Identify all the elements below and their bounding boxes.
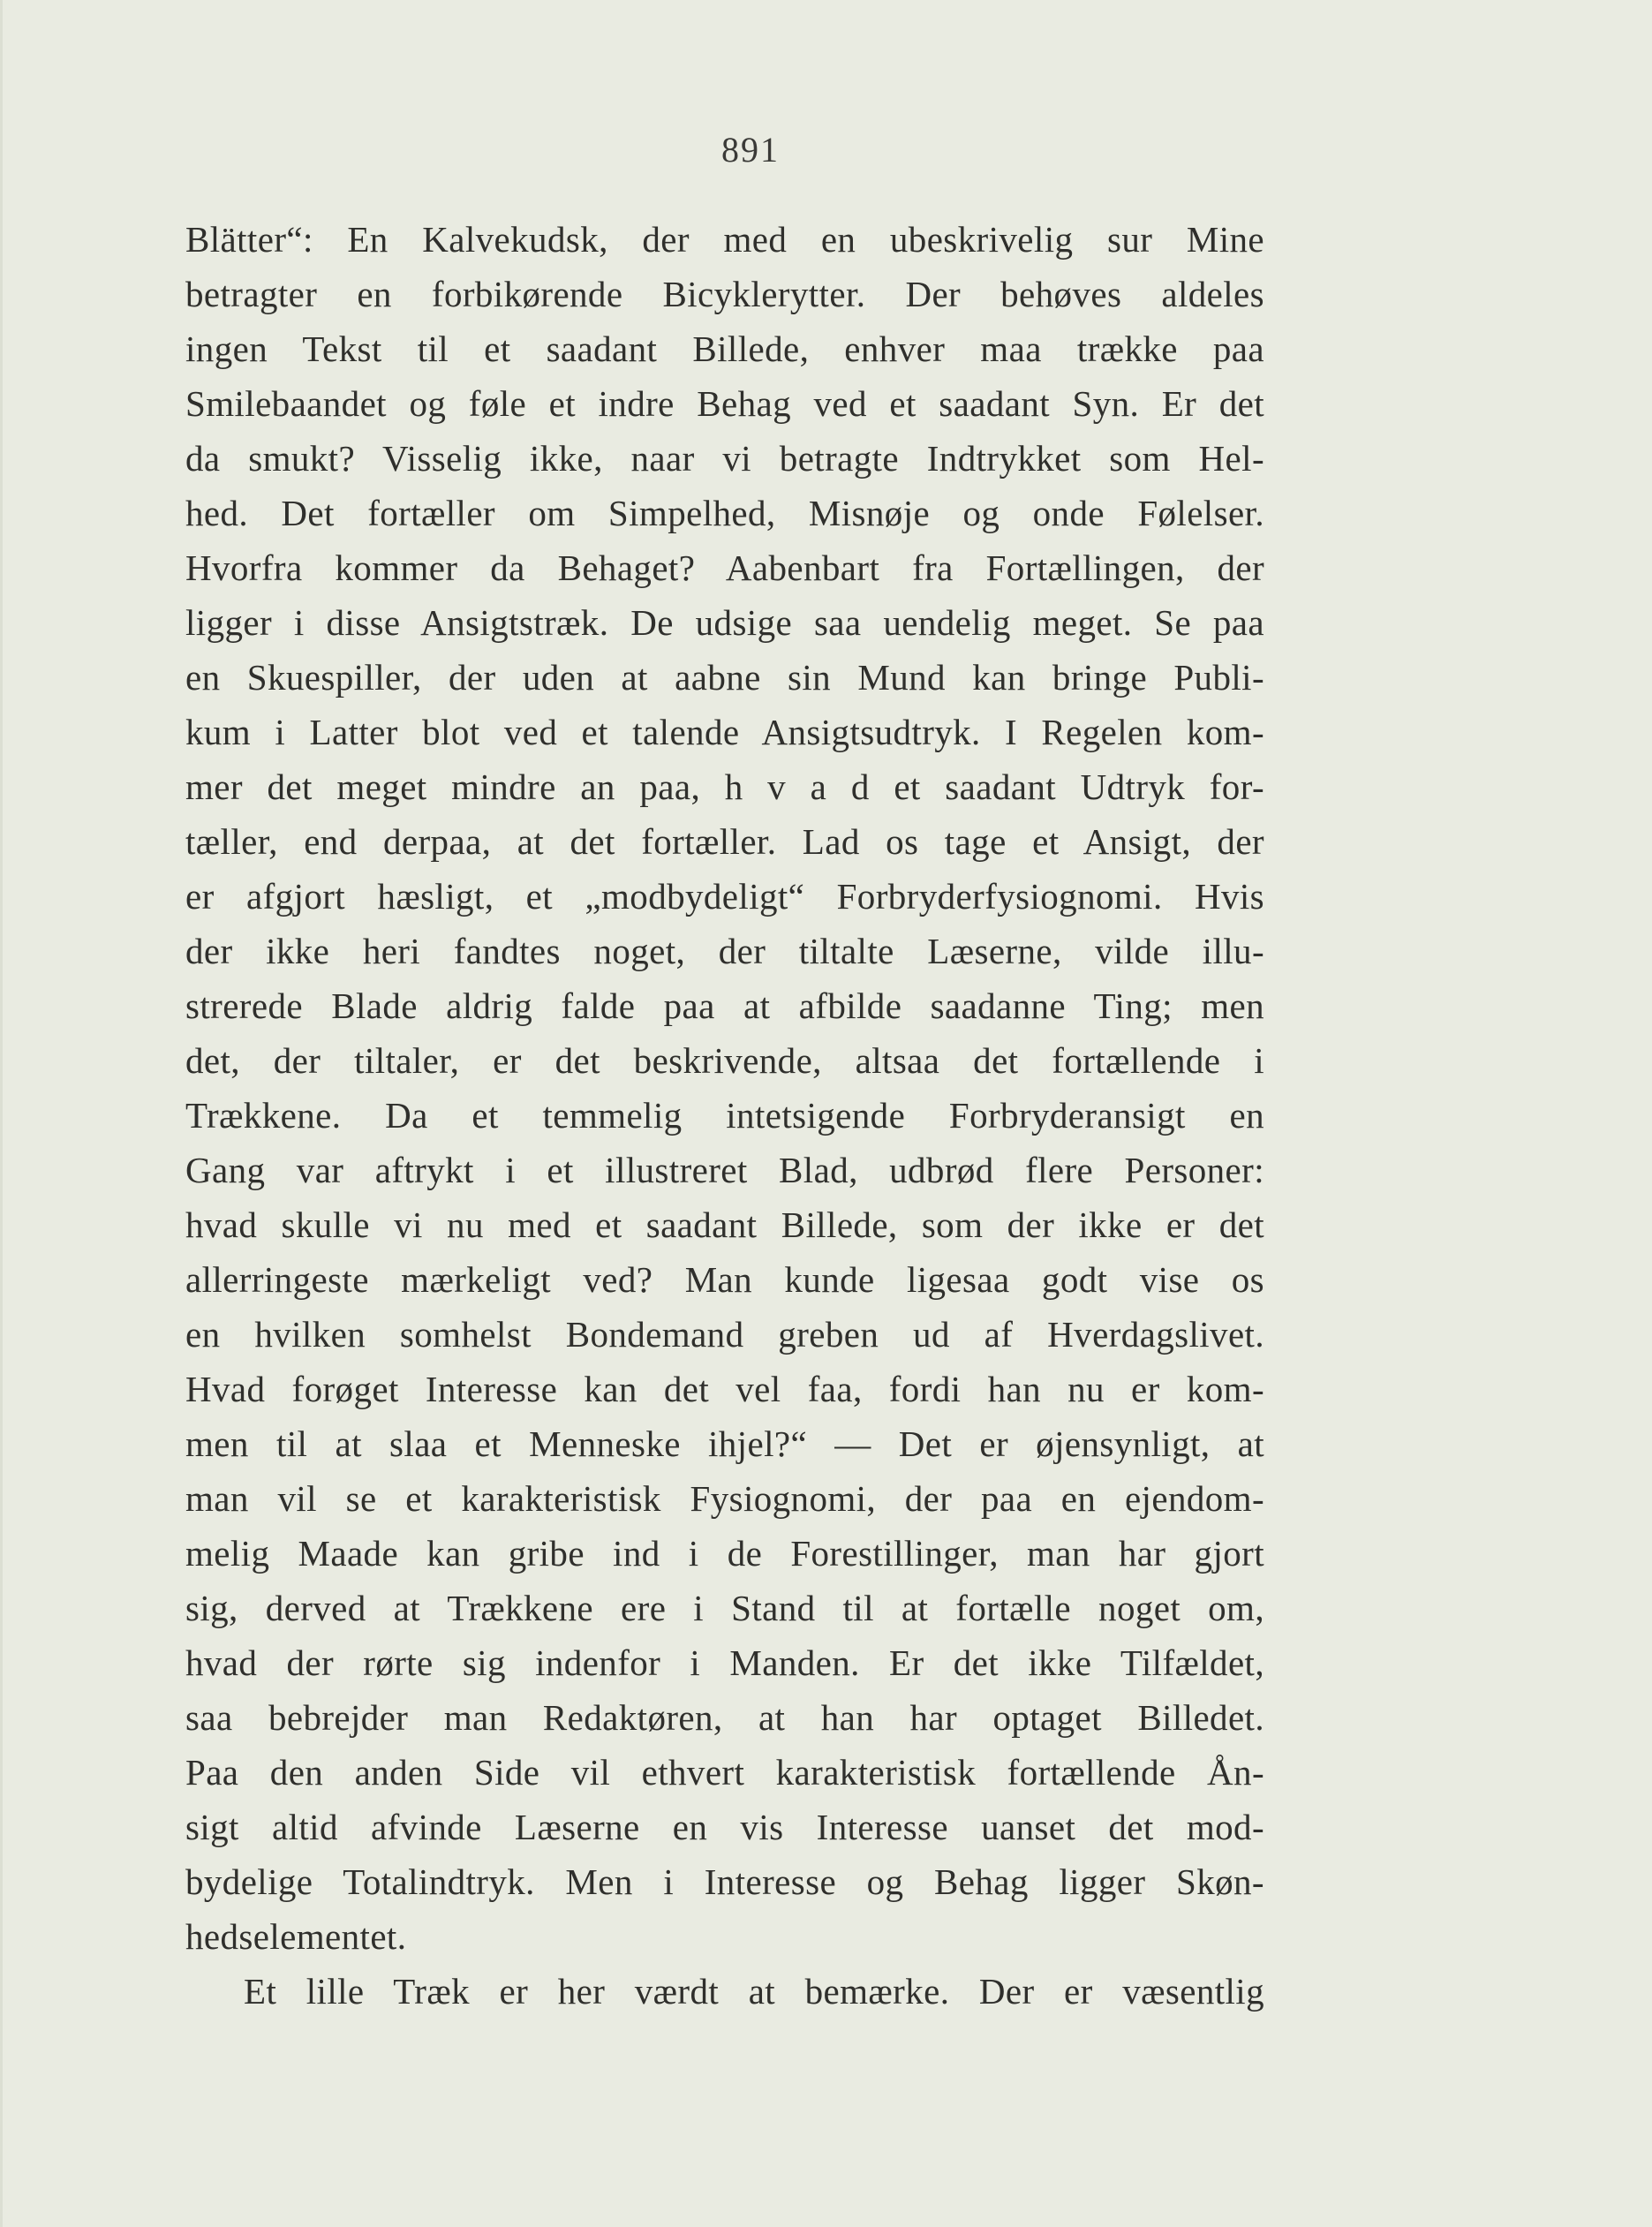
text-line: det, der tiltaler, er det beskrivende, altsaa det fortællende i: [185, 1040, 1264, 1081]
page-edge: [0, 0, 3, 2227]
text-line: hvad skulle vi nu med et saadant Billede, som der ikke er det: [185, 1204, 1264, 1245]
text-line: en hvilken somhelst Bondemand greben ud af Hverdagslivet.: [185, 1314, 1264, 1355]
text-line: strerede Blade aldrig falde paa at afbilde saadanne Ting; men: [185, 985, 1264, 1026]
text-line: Smilebaandet og føle et indre Behag ved et saadant Syn. Er det: [185, 383, 1264, 424]
paragraph-start-line: Et lille Træk er her værdt at bemærke. Der er væsentlig: [244, 1971, 1264, 2012]
text-line: Blätter“: En Kalvekudsk, der med en ubeskrivelig sur Mine: [185, 219, 1264, 260]
text-line: der ikke heri fandtes noget, der tiltalte Læserne, vilde illu-: [185, 931, 1264, 971]
text-line: Paa den anden Side vil ethvert karakteristisk fortællende Ån-: [185, 1752, 1264, 1793]
text-line: tæller, end derpaa, at det fortæller. Lad os tage et Ansigt, der: [185, 821, 1264, 862]
text-line: ingen Tekst til et saadant Billede, enhver maa trække paa: [185, 328, 1264, 369]
text-line: saa bebrejder man Redaktøren, at han har optaget Billedet.: [185, 1697, 1264, 1738]
page-number: 891: [721, 130, 780, 170]
text-line: kum i Latter blot ved et talende Ansigtsudtryk. I Regelen kom-: [185, 712, 1264, 752]
text-line: allerringeste mærkeligt ved? Man kunde ligesaa godt vise os: [185, 1259, 1264, 1300]
text-line: Hvad forøget Interesse kan det vel faa, fordi han nu er kom-: [185, 1369, 1264, 1409]
body-text: [185, 212, 1264, 2019]
text-line: bydelige Totalindtryk. Men i Interesse og Behag ligger Skøn-: [185, 1861, 1264, 1902]
text-line: Hvorfra kommer da Behaget? Aabenbart fra Fortællingen, der: [185, 547, 1264, 588]
text-line: Gang var aftrykt i et illustreret Blad, udbrød flere Personer:: [185, 1150, 1264, 1190]
text-line: betragter en forbikørende Bicyklerytter. Der behøves aldeles: [185, 274, 1264, 314]
text-line: melig Maade kan gribe ind i de Forestillinger, man har gjort: [185, 1533, 1264, 1574]
text-line: sig, derved at Trækkene ere i Stand til at fortælle noget om,: [185, 1588, 1264, 1628]
text-line: mer det meget mindre an paa, h v a d et saadant Udtryk for-: [185, 766, 1264, 807]
text-line: man vil se et karakteristisk Fysiognomi, der paa en ejendom-: [185, 1478, 1264, 1519]
text-line: Trækkene. Da et temmelig intetsigende Forbryderansigt en: [185, 1095, 1264, 1136]
text-line: sigt altid afvinde Læserne en vis Interesse uanset det mod-: [185, 1807, 1264, 1847]
text-line: da smukt? Visselig ikke, naar vi betragte Indtrykket som Hel-: [185, 438, 1264, 479]
paragraph-end-line: hedselementet.: [185, 1916, 407, 1957]
text-line: en Skuespiller, der uden at aabne sin Mund kan bringe Publi-: [185, 657, 1264, 698]
text-line: ligger i disse Ansigtstræk. De udsige saa uendelig meget. Se paa: [185, 602, 1264, 643]
text-line: hvad der rørte sig indenfor i Manden. Er det ikke Tilfældet,: [185, 1642, 1264, 1683]
text-line: hed. Det fortæller om Simpelhed, Misnøje og onde Følelser.: [185, 493, 1264, 533]
text-line: men til at slaa et Menneske ihjel?“ — Det er øjensynligt, at: [185, 1423, 1264, 1464]
text-line: er afgjort hæsligt, et „modbydeligt“ Forbryderfysiognomi. Hvis: [185, 876, 1264, 917]
